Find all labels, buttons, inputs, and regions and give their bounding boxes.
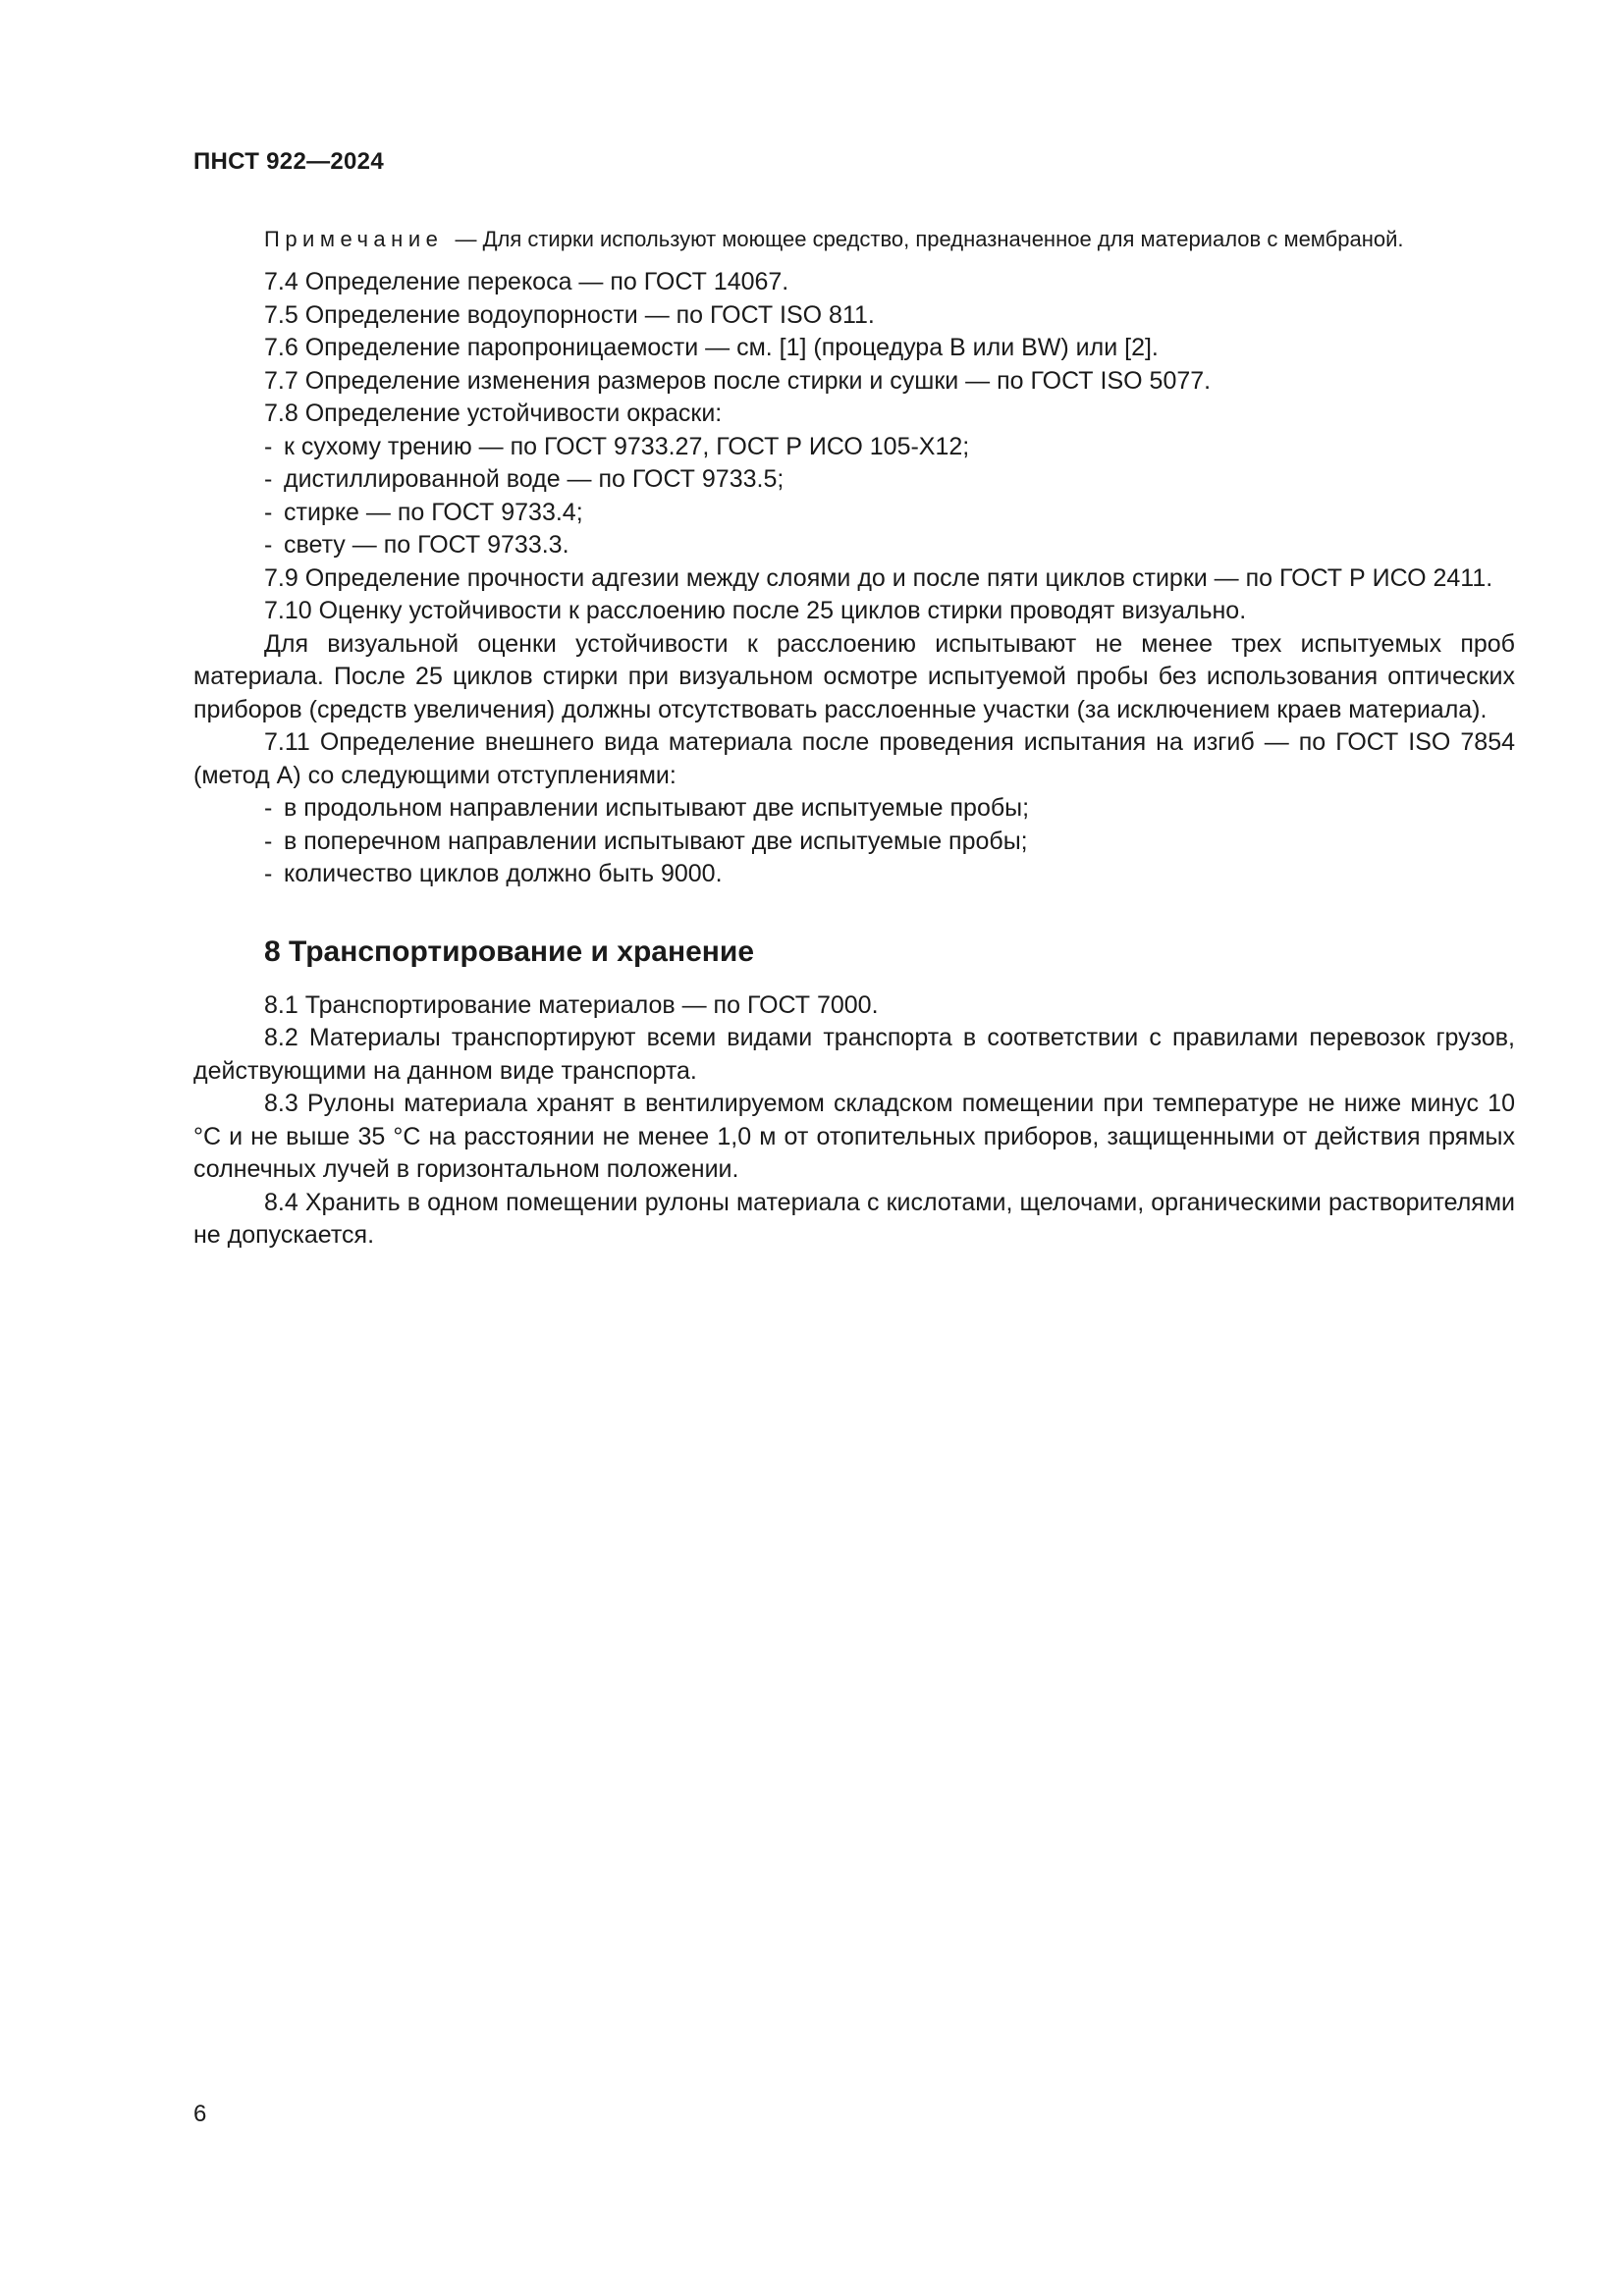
note-paragraph <box>193 224 1515 254</box>
clause-7-9: 7.9 Определение прочности адгезии между слоями до и после пяти циклов стирки — по ГОСТ Р ИСО 2411. <box>264 563 1493 592</box>
section-8-title: 8 Транспортирование и хранение <box>264 934 755 968</box>
list-item-text: стирке — по ГОСТ 9733.4; <box>284 498 583 526</box>
list-item-text: в поперечном направлении испытывают две испытуемые пробы; <box>284 827 1028 855</box>
clause-7-10: 7.10 Оценку устойчивости к расслоению после 25 циклов стирки проводят визуально. <box>264 597 1247 624</box>
list-item: - в продольном направлении испытывают две испытуемые пробы; <box>264 794 1030 822</box>
document-code-header: ПНСТ 922—2024 <box>193 148 384 175</box>
list-item-text: свету — по ГОСТ 9733.3. <box>284 531 569 559</box>
note-label: Примечание <box>264 227 444 251</box>
clause-8-2: 8.2 Материалы транспортируют всеми видами транспорта в соответствии с правилами перевозок грузов, действующими на данном виде транспорта. <box>193 1024 1515 1085</box>
list-item: - стирке — по ГОСТ 9733.4; <box>264 498 583 526</box>
clause-7-5: 7.5 Определение водоупорности — по ГОСТ ISO 811. <box>264 300 875 329</box>
clause-7-11-list <box>193 792 1515 891</box>
list-item-text: к сухому трению — по ГОСТ 9733.27, ГОСТ Р ИСО 105-X12; <box>284 432 970 460</box>
note-text: — Для стирки используют моющее средство, предназначенное для материалов с мембраной. <box>455 227 1404 251</box>
clause-7-8-list <box>193 431 1515 562</box>
clause-8-1: 8.1 Транспортирование материалов — по ГОСТ 7000. <box>264 990 879 1019</box>
clause-7-11: 7.11 Определение внешнего вида материала после проведения испытания на изгиб — по ГОСТ ISO 7854 (метод А) со следующими отступлениями: <box>193 728 1515 789</box>
list-item: - в поперечном направлении испытывают две испытуемые пробы; <box>264 827 1028 855</box>
clause-8-4: 8.4 Хранить в одном помещении рулоны материала с кислотами, щелочами, органическими растворителями не допускается. <box>193 1188 1515 1249</box>
list-item: - дистиллированной воде — по ГОСТ 9733.5; <box>264 465 785 493</box>
list-item-text: в продольном направлении испытывают две испытуемые пробы; <box>284 794 1030 822</box>
document-body <box>193 224 1515 1253</box>
clause-8-3: 8.3 Рулоны материала хранят в вентилируемом складском помещении при температуре не ниже минус 10 °С и не выше 35 °С на расстоянии не менее 1,0 м от отопительных приборов, защищенными от действия прямых солнечных лучей в горизонтальном положении. <box>193 1090 1515 1183</box>
list-item: - к сухому трению — по ГОСТ 9733.27, ГОСТ Р ИСО 105-X12; <box>264 432 970 460</box>
clause-7-7: 7.7 Определение изменения размеров после стирки и сушки — по ГОСТ ISO 5077. <box>264 366 1212 395</box>
clause-7-8: 7.8 Определение устойчивости окраски: <box>264 400 723 427</box>
list-item-text: количество циклов должно быть 9000. <box>284 860 723 887</box>
clause-7-6: 7.6 Определение паропроницаемости — см. [1] (процедура B или BW) или [2]. <box>264 334 1159 361</box>
page-number: 6 <box>193 2101 207 2127</box>
clause-7-10-text: Для визуальной оценки устойчивости к расслоению испытывают не менее трех испытуемых проб материала. После 25 циклов стирки при визуальном осмотре испытуемой пробы без использования оптических приборов (средств увеличения) должны отсутствовать расслоенные участки (за исключением краев материала). <box>193 629 1515 723</box>
list-item: - свету — по ГОСТ 9733.3. <box>264 531 569 559</box>
list-item: - количество циклов должно быть 9000. <box>264 860 723 887</box>
clause-7-4: 7.4 Определение перекоса — по ГОСТ 14067. <box>264 268 789 295</box>
list-item-text: дистиллированной воде — по ГОСТ 9733.5; <box>284 465 785 493</box>
